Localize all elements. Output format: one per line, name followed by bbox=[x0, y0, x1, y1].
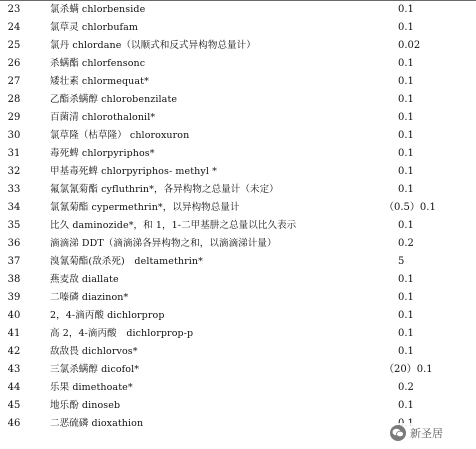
table-row bbox=[0, 361, 476, 379]
limit-value: 0.1 bbox=[398, 400, 414, 411]
limit-value: （0.5）0.1 bbox=[384, 202, 436, 213]
row-number: 33 bbox=[7, 184, 21, 195]
row-number: 45 bbox=[7, 400, 21, 411]
table-row bbox=[0, 181, 476, 199]
pesticide-name: 氯草隆（枯草隆） chloroxuron bbox=[50, 130, 190, 141]
pesticide-name: 甲基毒死蜱 chlorpyriphos- methyl * bbox=[50, 166, 217, 177]
pesticide-name: 高 2，4-滴丙酸 dichlorprop-p bbox=[50, 328, 194, 339]
limit-value: 0.1 bbox=[398, 94, 414, 105]
row-number: 31 bbox=[7, 148, 21, 159]
limit-value: 0.1 bbox=[398, 148, 414, 159]
row-number: 37 bbox=[7, 256, 21, 267]
table-row bbox=[0, 307, 476, 325]
limit-value: 0.1 bbox=[398, 292, 414, 303]
pesticide-name: 2，4-滴丙酸 dichlorprop bbox=[50, 310, 165, 321]
pesticide-name: 氯草灵 chlorbufam bbox=[50, 22, 139, 33]
limit-value: 5 bbox=[398, 256, 405, 267]
limit-value: 0.2 bbox=[398, 238, 414, 249]
limit-value: 0.1 bbox=[398, 184, 414, 195]
row-number: 30 bbox=[7, 130, 21, 141]
pesticide-name: 溴氰菊酯(敌杀死) deltamethrin* bbox=[50, 256, 203, 267]
row-number: 27 bbox=[7, 76, 21, 87]
table-row bbox=[0, 109, 476, 127]
limit-value: 0.1 bbox=[398, 328, 414, 339]
pesticide-name: 氟氯氰菊酯 cyfluthrin*，各异构物之总量计（未定） bbox=[50, 184, 279, 195]
pesticide-name: 杀螨酯 chlorfensonc bbox=[50, 58, 146, 69]
watermark-text: 新圣居 bbox=[410, 427, 443, 440]
pesticide-name: 三氯杀螨醇 dicofol* bbox=[50, 364, 140, 375]
row-number: 35 bbox=[7, 220, 21, 231]
limit-value: 0.2 bbox=[398, 382, 414, 393]
limit-value: 0.1 bbox=[398, 220, 414, 231]
table-row bbox=[0, 145, 476, 163]
pesticide-name: 氯丹 chlordane（以顺式和反式异构物总量计） bbox=[50, 40, 256, 51]
row-number: 23 bbox=[7, 4, 21, 15]
table-row bbox=[0, 127, 476, 145]
limit-value: （20）0.1 bbox=[384, 364, 433, 375]
pesticide-name: 二嗪磷 diazinon* bbox=[50, 292, 129, 303]
table-row bbox=[0, 91, 476, 109]
pesticide-name: 毒死蜱 chlorpyriphos* bbox=[50, 148, 155, 159]
residue-limit-table bbox=[0, 1, 476, 433]
limit-value: 0.1 bbox=[398, 130, 414, 141]
row-number: 40 bbox=[7, 310, 21, 321]
pesticide-name: 乐果 dimethoate* bbox=[50, 382, 133, 393]
row-number: 41 bbox=[7, 328, 21, 339]
table-row bbox=[0, 235, 476, 253]
limit-value: 0.1 bbox=[398, 112, 414, 123]
table-row bbox=[0, 289, 476, 307]
watermark bbox=[386, 423, 447, 443]
row-number: 26 bbox=[7, 58, 21, 69]
table-row bbox=[0, 217, 476, 235]
row-number: 36 bbox=[7, 238, 21, 249]
table-row bbox=[0, 19, 476, 37]
pesticide-name: 二恶硫磷 dioxathion bbox=[50, 418, 144, 429]
row-number: 32 bbox=[7, 166, 21, 177]
limit-value: 0.1 bbox=[398, 4, 414, 15]
table-row bbox=[0, 37, 476, 55]
row-number: 42 bbox=[7, 346, 21, 357]
wechat-icon bbox=[390, 425, 406, 441]
row-number: 38 bbox=[7, 274, 21, 285]
limit-value: 0.1 bbox=[398, 76, 414, 87]
pesticide-name: 滴滴涕 DDT（滴滴涕各异构物之和，以滴滴涕计量） bbox=[50, 238, 277, 249]
table-row bbox=[0, 253, 476, 271]
limit-value: 0.02 bbox=[398, 40, 421, 51]
pesticide-name: 乙酯杀螨醇 chlorobenzilate bbox=[50, 94, 178, 105]
row-number: 43 bbox=[7, 364, 21, 375]
table-row bbox=[0, 73, 476, 91]
limit-value: 0.1 bbox=[398, 166, 414, 177]
table-row bbox=[0, 325, 476, 343]
row-number: 29 bbox=[7, 112, 21, 123]
limit-value: 0.1 bbox=[398, 274, 414, 285]
limit-value: 0.1 bbox=[398, 346, 414, 357]
table-row bbox=[0, 163, 476, 181]
pesticide-name: 氯氰菊酯 cypermethrin*，以异构物总量计 bbox=[50, 202, 240, 213]
table-row bbox=[0, 199, 476, 217]
pesticide-name: 燕麦敌 diallate bbox=[50, 274, 119, 285]
row-number: 39 bbox=[7, 292, 21, 303]
pesticide-name: 比久 daminozide*，和 1，1-二甲基肼之总量以比久表示 bbox=[50, 220, 297, 231]
row-number: 25 bbox=[7, 40, 21, 51]
row-number: 28 bbox=[7, 94, 21, 105]
pesticide-name: 地乐酚 dinoseb bbox=[50, 400, 121, 411]
limit-value: 0.1 bbox=[398, 310, 414, 321]
pesticide-name: 氯杀螨 chlorbenside bbox=[50, 4, 146, 15]
pesticide-name: 矮壮素 chlormequat* bbox=[50, 76, 149, 87]
table-row bbox=[0, 55, 476, 73]
row-number: 46 bbox=[7, 418, 21, 429]
limit-value: 0.1 bbox=[398, 58, 414, 69]
row-number: 34 bbox=[7, 202, 21, 213]
table-row bbox=[0, 343, 476, 361]
row-number: 24 bbox=[7, 22, 21, 33]
row-number: 44 bbox=[7, 382, 21, 393]
table-row bbox=[0, 271, 476, 289]
pesticide-name: 百菌清 chlorothalonil* bbox=[50, 112, 156, 123]
table-row bbox=[0, 397, 476, 415]
table-row bbox=[0, 1, 476, 19]
limit-value: 0.1 bbox=[398, 22, 414, 33]
table-row bbox=[0, 379, 476, 397]
pesticide-name: 敌敌畏 dichlorvos* bbox=[50, 346, 138, 357]
